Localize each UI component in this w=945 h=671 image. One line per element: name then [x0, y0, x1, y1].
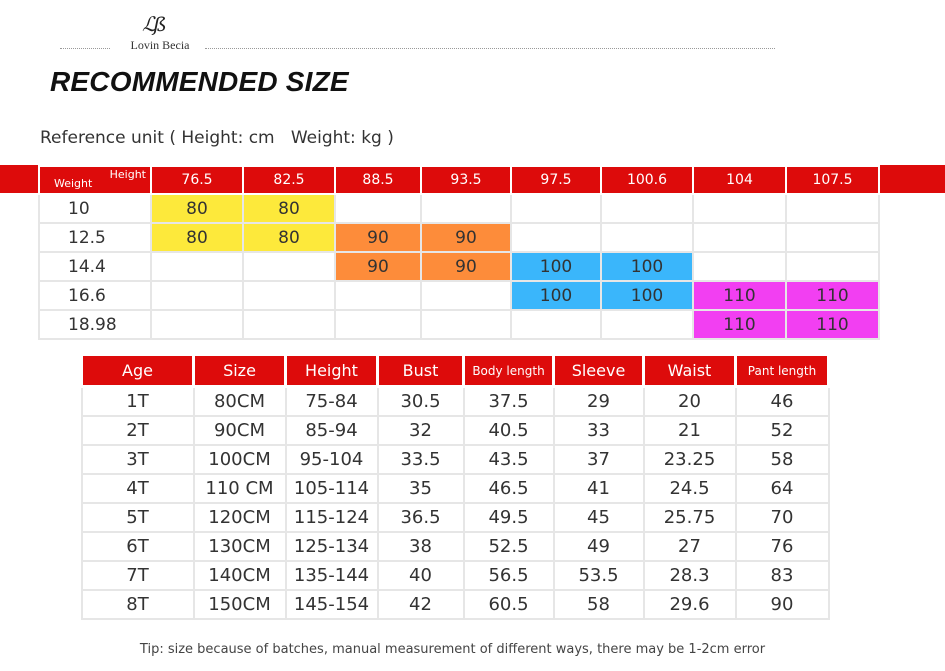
header-pant-length: Pant length	[736, 355, 829, 387]
pant-length-cell: 46	[736, 387, 829, 417]
height-header: 76.5	[151, 166, 243, 194]
bust-cell: 40	[378, 561, 464, 590]
sleeve-cell: 58	[554, 590, 644, 619]
bust-cell: 32	[378, 416, 464, 445]
empty-cell	[335, 194, 421, 223]
bust-cell: 33.5	[378, 445, 464, 474]
height-axis-label: Height	[109, 168, 146, 181]
empty-cell	[786, 252, 879, 281]
weight-value: 14.4	[39, 252, 151, 281]
empty-cell	[421, 194, 511, 223]
weight-row	[39, 252, 879, 281]
height-cell: 95-104	[286, 445, 378, 474]
sleeve-cell: 29	[554, 387, 644, 417]
size-cell: 90	[421, 252, 511, 281]
corner-header	[39, 166, 151, 194]
body-length-cell: 43.5	[464, 445, 554, 474]
size-cell: 100	[601, 252, 693, 281]
weight-row	[39, 194, 879, 223]
size-cell: 110 CM	[194, 474, 286, 503]
size-cell: 150CM	[194, 590, 286, 619]
size-row	[82, 561, 829, 590]
size-cell: 110	[693, 281, 786, 310]
weight-value: 16.6	[39, 281, 151, 310]
page-title: RECOMMENDED SIZE	[50, 66, 349, 97]
waist-cell: 20	[644, 387, 736, 417]
size-row	[82, 590, 829, 619]
height-header: 97.5	[511, 166, 601, 194]
empty-cell	[786, 194, 879, 223]
height-cell: 145-154	[286, 590, 378, 619]
size-cell: 140CM	[194, 561, 286, 590]
size-row	[82, 474, 829, 503]
weight-axis-label: Weight	[54, 177, 93, 190]
sleeve-cell: 37	[554, 445, 644, 474]
empty-cell	[243, 252, 335, 281]
size-cell: 110	[786, 281, 879, 310]
size-cell: 80	[243, 194, 335, 223]
size-cell: 80	[151, 194, 243, 223]
weight-row	[39, 310, 879, 339]
waist-cell: 23.25	[644, 445, 736, 474]
size-row	[82, 416, 829, 445]
size-row	[82, 445, 829, 474]
body-length-cell: 56.5	[464, 561, 554, 590]
header-sleeve: Sleeve	[554, 355, 644, 387]
empty-cell	[786, 223, 879, 252]
empty-cell	[335, 310, 421, 339]
age-cell: 2T	[82, 416, 194, 445]
empty-cell	[601, 223, 693, 252]
waist-cell: 28.3	[644, 561, 736, 590]
sleeve-cell: 33	[554, 416, 644, 445]
header-waist: Waist	[644, 355, 736, 387]
sleeve-cell: 53.5	[554, 561, 644, 590]
size-cell: 120CM	[194, 503, 286, 532]
brand-logo-mark: ℒß	[142, 12, 164, 36]
bust-cell: 38	[378, 532, 464, 561]
body-length-cell: 40.5	[464, 416, 554, 445]
header-size: Size	[194, 355, 286, 387]
bust-cell: 35	[378, 474, 464, 503]
age-cell: 6T	[82, 532, 194, 561]
height-header: 93.5	[421, 166, 511, 194]
size-cell: 90	[335, 252, 421, 281]
size-cell: 100	[511, 252, 601, 281]
size-cell: 110	[786, 310, 879, 339]
pant-length-cell: 64	[736, 474, 829, 503]
empty-cell	[693, 194, 786, 223]
height-cell: 135-144	[286, 561, 378, 590]
waist-cell: 24.5	[644, 474, 736, 503]
pant-length-cell: 70	[736, 503, 829, 532]
brand-name: Lovin Becia	[130, 38, 190, 52]
pant-length-cell: 52	[736, 416, 829, 445]
size-row	[82, 387, 829, 417]
size-cell: 100CM	[194, 445, 286, 474]
waist-cell: 25.75	[644, 503, 736, 532]
weight-row	[39, 281, 879, 310]
size-cell: 90	[335, 223, 421, 252]
age-cell: 5T	[82, 503, 194, 532]
weight-row	[39, 223, 879, 252]
height-cell: 115-124	[286, 503, 378, 532]
height-cell: 85-94	[286, 416, 378, 445]
empty-cell	[243, 281, 335, 310]
pant-length-cell: 90	[736, 590, 829, 619]
size-cell: 130CM	[194, 532, 286, 561]
size-cell: 90CM	[194, 416, 286, 445]
dotted-rule-right	[205, 48, 775, 49]
waist-cell: 21	[644, 416, 736, 445]
height-header: 88.5	[335, 166, 421, 194]
size-cell: 80	[243, 223, 335, 252]
brand-header	[60, 10, 775, 54]
size-cell: 90	[421, 223, 511, 252]
header-body-length: Body length	[464, 355, 554, 387]
empty-cell	[243, 310, 335, 339]
waist-cell: 29.6	[644, 590, 736, 619]
empty-cell	[421, 281, 511, 310]
height-header: 107.5	[786, 166, 879, 194]
height-header: 104	[693, 166, 786, 194]
height-cell: 105-114	[286, 474, 378, 503]
sleeve-cell: 45	[554, 503, 644, 532]
age-cell: 4T	[82, 474, 194, 503]
size-row	[82, 532, 829, 561]
age-cell: 3T	[82, 445, 194, 474]
empty-cell	[151, 310, 243, 339]
weight-value: 18.98	[39, 310, 151, 339]
size-cell: 80	[151, 223, 243, 252]
size-header-row	[82, 355, 829, 387]
empty-cell	[693, 223, 786, 252]
size-cell: 110	[693, 310, 786, 339]
empty-cell	[151, 281, 243, 310]
age-cell: 7T	[82, 561, 194, 590]
weight-height-table	[38, 165, 880, 340]
bust-cell: 42	[378, 590, 464, 619]
header-bust: Bust	[378, 355, 464, 387]
height-header: 100.6	[601, 166, 693, 194]
size-chart-table	[80, 353, 830, 620]
reference-unit-note: Reference unit ( Height: cm Weight: kg )	[40, 128, 394, 148]
size-cell: 100	[511, 281, 601, 310]
height-header: 82.5	[243, 166, 335, 194]
bust-cell: 36.5	[378, 503, 464, 532]
measurement-tip: Tip: size because of batches, manual measurement of different ways, there may be 1-2cm error	[139, 642, 766, 657]
pant-length-cell: 83	[736, 561, 829, 590]
dotted-rule-left	[60, 48, 110, 49]
size-row	[82, 503, 829, 532]
body-length-cell: 60.5	[464, 590, 554, 619]
empty-cell	[511, 194, 601, 223]
weight-value: 12.5	[39, 223, 151, 252]
header-age: Age	[82, 355, 194, 387]
header-height: Height	[286, 355, 378, 387]
height-cell: 75-84	[286, 387, 378, 417]
empty-cell	[693, 252, 786, 281]
body-length-cell: 52.5	[464, 532, 554, 561]
pant-length-cell: 58	[736, 445, 829, 474]
body-length-cell: 46.5	[464, 474, 554, 503]
sleeve-cell: 41	[554, 474, 644, 503]
empty-cell	[151, 252, 243, 281]
sleeve-cell: 49	[554, 532, 644, 561]
height-cell: 125-134	[286, 532, 378, 561]
age-cell: 1T	[82, 387, 194, 417]
empty-cell	[335, 281, 421, 310]
body-length-cell: 49.5	[464, 503, 554, 532]
bust-cell: 30.5	[378, 387, 464, 417]
size-cell: 80CM	[194, 387, 286, 417]
empty-cell	[421, 310, 511, 339]
waist-cell: 27	[644, 532, 736, 561]
size-cell: 100	[601, 281, 693, 310]
empty-cell	[511, 310, 601, 339]
empty-cell	[601, 194, 693, 223]
weight-value: 10	[39, 194, 151, 223]
empty-cell	[601, 310, 693, 339]
empty-cell	[511, 223, 601, 252]
pant-length-cell: 76	[736, 532, 829, 561]
body-length-cell: 37.5	[464, 387, 554, 417]
weight-height-header-row	[39, 166, 879, 194]
age-cell: 8T	[82, 590, 194, 619]
